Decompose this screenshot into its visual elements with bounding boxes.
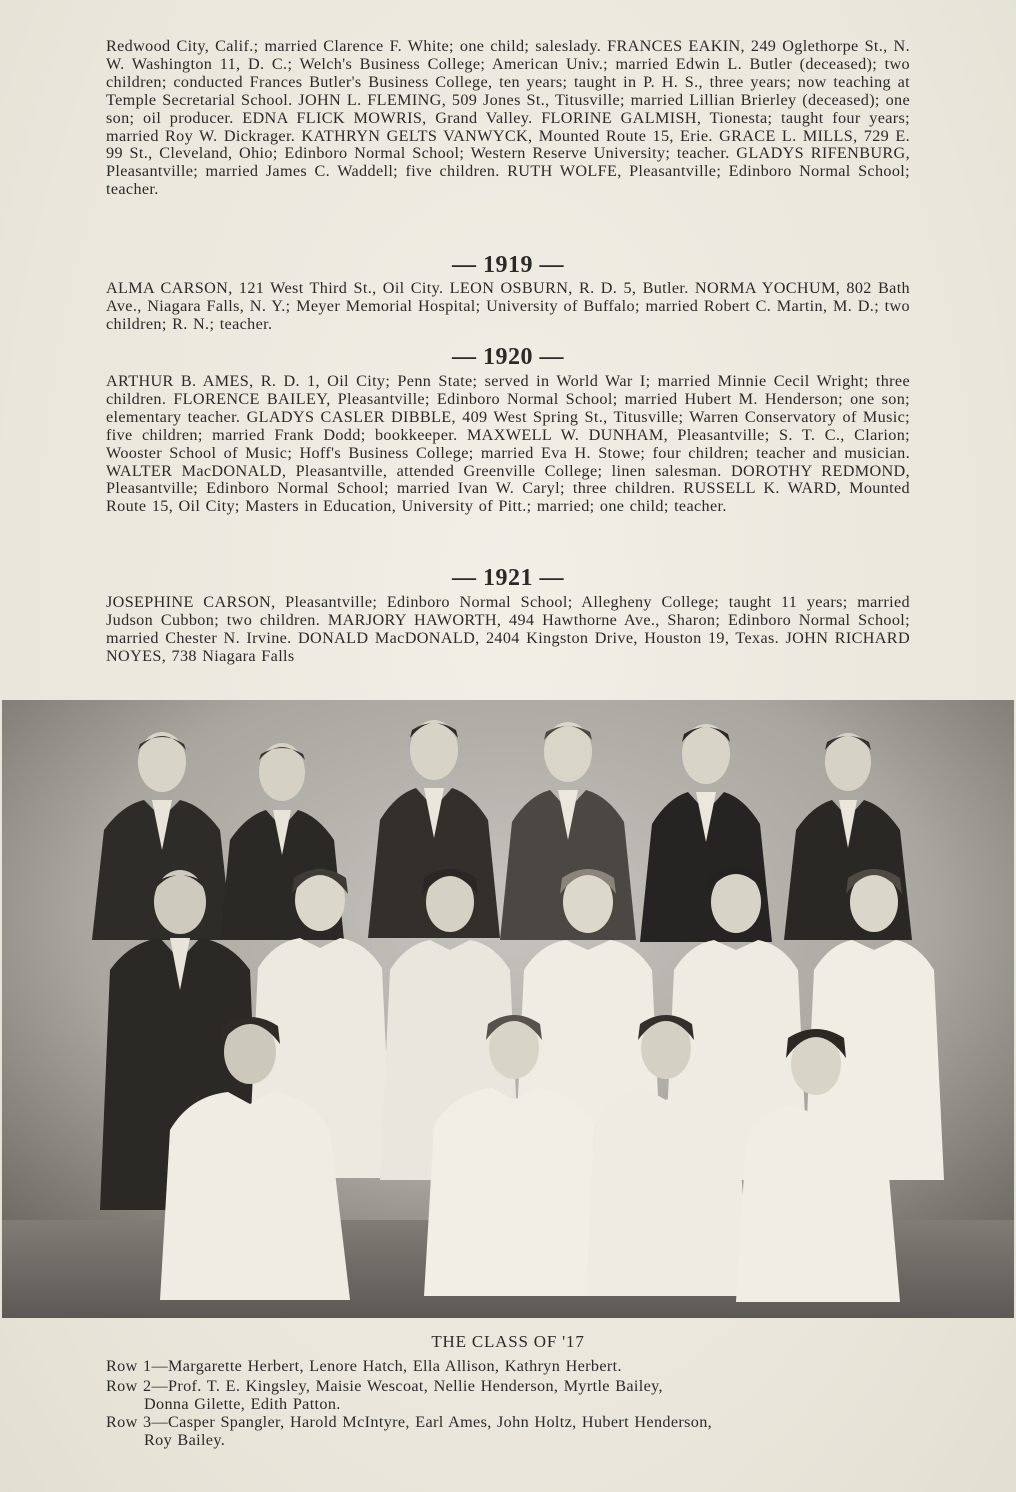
text-1919: ALMA CARSON, 121 West Third St., Oil City. LEON OSBURN, R. D. 5, Butler. NORMA YOCHUM, 802 Bath Ave., Niagara Falls, N. Y.; Meyer Memorial Hospital; University of Buffalo; married Robert C. Martin, M. D.; two children; R. N.; teacher. (106, 279, 910, 333)
text-1921: JOSEPHINE CARSON, Pleasantville; Edinboro Normal School; Allegheny College; taught 11 years; married Judson Cubbon; two children. MARJORY HAWORTH, 494 Hawthorne Ave., Sharon; Edinboro Normal School; married Chester N. Irvine. DONALD MacDONALD, 2404 Kingston Drive, Houston 19, Texas. JOHN RICHARD NOYES, 738 Niagara Falls (106, 593, 910, 665)
caption-row-2-continued: Donna Gilette, Edith Patton. (144, 1395, 341, 1413)
class-photo (2, 700, 1014, 1318)
text-1920: ARTHUR B. AMES, R. D. 1, Oil City; Penn State; served in World War I; married Minnie Cecil Wright; three children. FLORENCE BAILEY, Pleasantville; Edinboro Normal School; married Hubert M. Henderson; one son; elementary teacher. GLADYS CASLER DIBBLE, 409 West Spring St., Titusville; Warren Conservatory of Music; five children; married Frank Dodd; bookkeeper. MAXWELL W. DUNHAM, Pleasantville; S. T. C., Clarion; Wooster School of Music; Hoff's Business College; married Eva H. Stowe; four children; teacher and musician. WALTER MacDONALD, Pleasantville, attended Greenville College; linen salesman. DOROTHY REDMOND, Pleasantville; Edinboro Normal School; married Ivan W. Caryl; three children. RUSSELL K. WARD, Mounted Route 15, Oil City; Masters in Education, University of Pitt.; married; one child; teacher. (106, 372, 910, 516)
year-heading-1919: — 1919 — (452, 252, 564, 278)
intro-paragraph (106, 38, 910, 199)
caption-row-3-continued: Roy Bailey. (144, 1431, 226, 1449)
caption-row-3: Row 3—Casper Spangler, Harold McIntyre, Earl Ames, John Holtz, Hubert Henderson, (106, 1413, 713, 1431)
class-photo-illustration (2, 700, 1014, 1318)
paragraph-1920 (106, 373, 910, 516)
paragraph-1919 (106, 280, 910, 334)
intro-text: Redwood City, Calif.; married Clarence F. White; one child; saleslady. FRANCES EAKIN, 249 Oglethorpe St., N. W. Washington 11, D. C.; Welch's Business College; American Univ.; married Edwin L. Butler (deceased); two children; conducted Frances Butler's Business College, ten years; taught in P. H. S., three years; now teaching at Temple Secretarial School. JOHN L. FLEMING, 509 Jones St., Titusville; married Lillian Brierley (deceased); one son; oil producer. EDNA FLICK MOWRIS, Grand Valley. FLORINE GALMISH, Tionesta; taught four years; married Roy W. Dickrager. KATHRYN GELTS VANWYCK, Mounted Route 15, Erie. GRACE L. MILLS, 729 E. 99 St., Cleveland, Ohio; Edinboro Normal School; Western Reserve University; teacher. GLADYS RIFENBURG, Pleasantville; married James C. Waddell; five children. RUTH WOLFE, Pleasantville; Edinboro Normal School; teacher. (106, 37, 910, 199)
year-heading-1920: — 1920 — (452, 344, 564, 370)
paragraph-1921 (106, 594, 910, 666)
photo-caption-title: THE CLASS OF '17 (431, 1332, 585, 1351)
year-heading-1921: — 1921 — (452, 565, 564, 591)
caption-row-2: Row 2—Prof. T. E. Kingsley, Maisie Wescoat, Nellie Henderson, Myrtle Bailey, (106, 1377, 663, 1395)
caption-row-1: Row 1—Margarette Herbert, Lenore Hatch, Ella Allison, Kathryn Herbert. (106, 1357, 622, 1375)
